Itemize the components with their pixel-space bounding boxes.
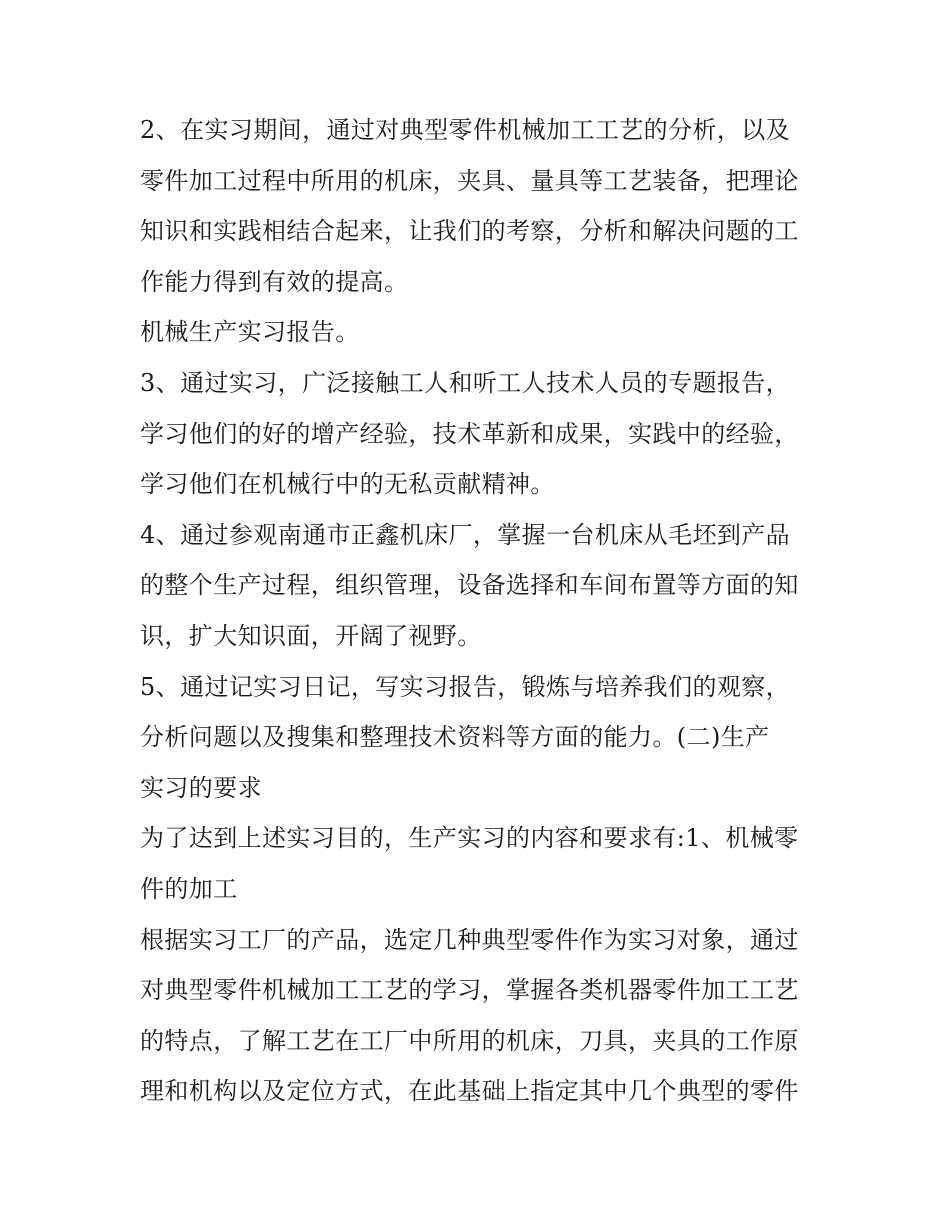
text-line: 3、通过实习，广泛接触工人和听工人技术人员的专题报告， — [140, 368, 791, 397]
text-line: 件的加工 — [140, 874, 238, 903]
text-line: 学习他们的好的增产经验，技术革新和成果，实践中的经验， — [140, 419, 799, 448]
text-line: 5、通过记实习日记，写实习报告，锻炼与培养我们的观察， — [140, 672, 791, 701]
document-body — [140, 105, 830, 1117]
text-line: 理和机构以及定位方式，在此基础上指定其中几个典型的零件 — [140, 1077, 799, 1106]
text-line: 的整个生产过程，组织管理，设备选择和车间布置等方面的知 — [140, 571, 799, 600]
text-line: 根据实习工厂的产品，选定几种典型零件作为实习对象，通过 — [140, 925, 799, 954]
text-line: 的特点，了解工艺在工厂中所用的机床，刀具，夹具的工作原 — [140, 1026, 799, 1055]
text-line: 4、通过参观南通市正鑫机床厂，掌握一台机床从毛坯到产品 — [140, 520, 791, 549]
text-line: 学习他们在机械行中的无私贡献精神。 — [140, 470, 555, 499]
text-line: 识，扩大知识面，开阔了视野。 — [140, 621, 482, 650]
text-line: 分析问题以及搜集和整理技术资料等方面的能力。(二)生产 — [140, 723, 770, 752]
text-line: 机械生产实习报告。 — [140, 318, 360, 347]
text-line: 2、在实习期间，通过对典型零件机械加工工艺的分析，以及 — [140, 116, 791, 144]
text-line: 对典型零件机械加工工艺的学习，掌握各类机器零件加工工艺 — [140, 976, 799, 1005]
text-line: 零件加工过程中所用的机床，夹具、量具等工艺装备，把理论 — [140, 166, 799, 195]
text-line: 知识和实践相结合起来，让我们的考察，分析和解决问题的工 — [140, 217, 799, 246]
text-line: 为了达到上述实习目的，生产实习的内容和要求有:1、机械零 — [140, 824, 799, 853]
text-line: 实习的要求 — [140, 773, 262, 802]
text-line: 作能力得到有效的提高。 — [140, 267, 409, 296]
